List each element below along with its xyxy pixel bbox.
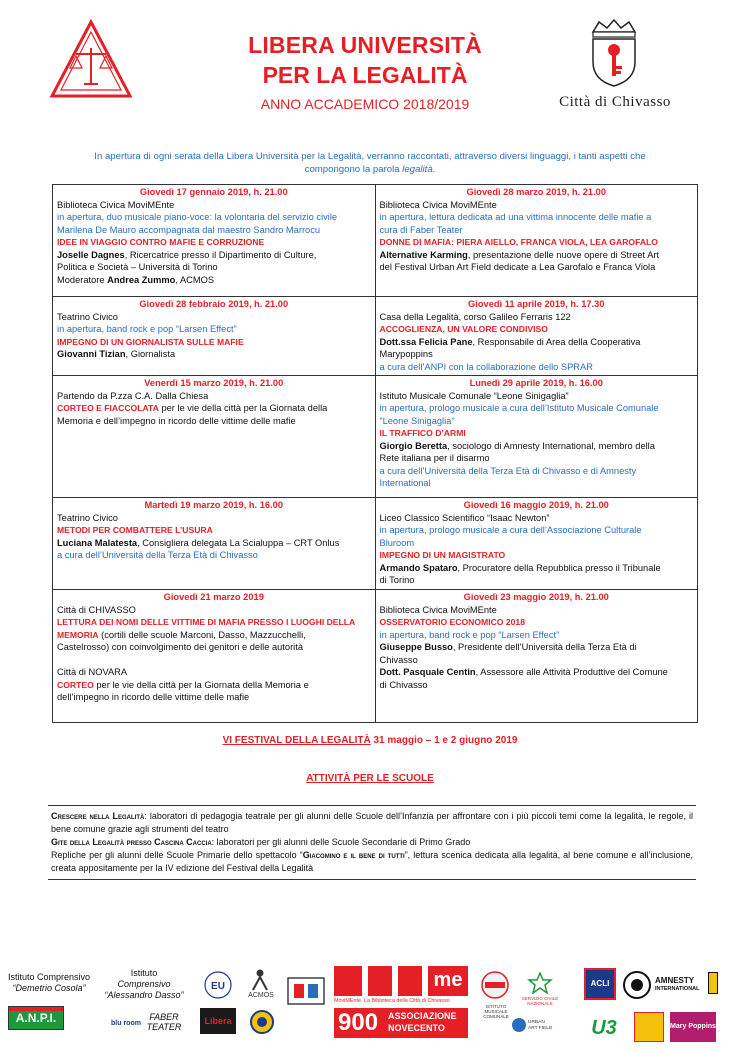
speaker-role: , Ricercatrice presso il Dipartimento di Culture, [124,249,317,260]
school-activity [51,810,693,836]
intro-text [70,150,670,176]
movimente-block [334,966,362,996]
activity-text: ”, lettura scenica dedicata alla legalità, al bene comune e all’inclusione, creata appositamente per la IV edizione del Festival della Legalità [51,850,693,873]
speaker-role: , presentazione delle nuove opere di Street Art [467,249,660,260]
intro-word: legalità [402,164,433,175]
event-place: Teatrino Civico [57,512,118,523]
event-topic: CORTEO [57,679,94,690]
event-topic: MEMORIA [57,629,99,640]
title-line2: PER LA LEGALITÀ [262,62,468,88]
event-date: Giovedì 28 marzo 2019, h. 21.00 [466,187,607,197]
table-row [53,185,698,297]
event-text: Castelrosso) con coinvolgimento dei genitori e delle autorità [57,642,303,652]
festival-line [0,735,740,746]
school2-line1: Istituto [130,968,158,978]
libera-logo: Libera [200,1008,236,1034]
schools-box [48,805,696,880]
event-place: Biblioteca Civica MoviMEnte [379,199,497,210]
header [0,0,740,130]
activity-title: Giacomino e il bene di tutti [302,850,405,860]
speaker-name: Alternative Karming [379,249,468,260]
event-text: (cortili delle scuole Marconi, Dasso, Mazzucchelli, [98,629,306,640]
urban-art-icon [512,1018,526,1032]
activity-title: Crescere nella Legalità [51,811,145,821]
speaker-name: Giorgio Beretta [379,440,448,451]
moderator-org: , ACMOS [175,274,215,285]
event-opening: “Leone Sinigaglia” [379,415,455,426]
amnesty-line2: INTERNATIONAL [655,986,700,992]
event-place: Biblioteca Civica MoviMEnte [57,199,175,210]
event-cell [53,376,376,498]
event-opening: in apertura, lettura dedicata ad una vittima innocente delle mafie a [379,212,652,222]
event-cell [53,185,376,297]
event-topic: CORTEO E FIACCOLATA [57,403,159,413]
event-opening: cura di Faber Teater [379,224,463,235]
universita-legalita-logo [48,18,134,104]
event-topic: ACCOGLIENZA, UN VALORE CONDIVISO [379,324,548,334]
event-place: Città di NOVARA [57,667,128,677]
event-opening: in apertura, band rock e pop “Larsen Effect” [57,324,237,334]
speaker-role: , sociologo di Amnesty International, membro della [447,440,655,451]
movimente-block [398,966,422,996]
marypoppins-logo: Mary Poppins [670,1012,716,1042]
event-date: Lunedì 29 aprile 2019, h. 16.00 [469,378,603,388]
eu-logo [203,970,233,1000]
event-opening: Bluroom [379,537,415,548]
event-topic: DONNE DI MAFIA: PIERA AIELLO, FRANCA VIOLA, LEA GAROFALO [379,237,658,247]
school2-label [100,968,188,1001]
event-place: Città di CHIVASSO [57,604,136,615]
speaker-role: di Torino [379,575,415,585]
anpi-text: A.N.P.I. [15,1011,57,1025]
speaker-role: del Festival Urban Art Field dedicate a Lea Garofalo e Franca Viola [379,262,656,272]
table-row [53,376,698,498]
event-date: Giovedì 23 maggio 2019, h. 21.00 [463,592,609,602]
bluroom-logo: blu room [111,1020,141,1027]
speaker-role: di Chivasso [379,679,428,690]
school2-line2: Comprensivo [117,979,171,989]
amnesty-line1: AMNESTY [655,976,695,985]
novecento-assoc: ASSOCIAZIONE [388,1011,457,1021]
u3-logo: U3 [591,1017,617,1039]
event-date: Giovedì 11 aprile 2019, h. 17.30 [468,299,605,309]
academic-year: ANNO ACCADEMICO 2018/2019 [260,96,470,112]
speaker-name: Armando Spataro [379,562,458,573]
event-date: Martedì 19 marzo 2019, h. 16.00 [144,500,283,510]
event-cell [53,498,376,590]
chivasso-crest-icon [585,18,643,88]
speaker-role: , Giornalista [125,349,176,359]
table-row [53,498,698,590]
servizio-civile-label: SERVIZIO CIVILE NAZIONALE [521,996,559,1006]
event-cell [375,297,698,376]
school-activity [51,849,693,875]
speaker-name: Giuseppe Busso [379,642,453,652]
moderator-label: Moderatore [57,274,108,285]
festival-title: VI FESTIVAL DELLA LEGALITÀ [222,735,371,746]
servizio-civile-icon [527,972,553,994]
event-curated: a cura dell’ANPI con la collaborazione dello SPRAR [379,361,593,372]
books-logo-icon [284,968,328,1008]
event-topic: IDEE IN VIAGGIO CONTRO MAFIE E CORRUZIONE [57,237,265,247]
speaker-name: Dott. Pasquale Centin [379,667,476,677]
amnesty-label [655,976,707,994]
event-opening: Marilena De Mauro accompagnata dal maestro Sandro Marrocu [57,224,321,235]
speaker-name: Luciana Malatesta [57,537,138,548]
table-row [53,297,698,376]
moderator-name: Andrea Zummo [107,274,176,285]
event-date: Giovedì 28 febbraio 2019, h. 21.00 [139,299,289,309]
event-cell [375,498,698,590]
event-topic: LETTURA DEI NOMI DELLE VITTIME DI MAFIA PRESSO I LUOGHI DELLA [57,617,356,627]
lions-logo-icon [250,1010,274,1034]
amnesty-seal-icon [622,970,652,1000]
event-cell [375,185,698,297]
istituto-musicale-icon [480,970,510,1004]
partner-logos [0,962,740,1052]
svg-text:EU: EU [211,981,225,992]
novecento-name: NOVECENTO [388,1023,445,1033]
event-curated: International [379,478,431,488]
event-curated: a cura dell’Università della Terza Età di Chivasso [57,550,258,560]
event-cell [375,590,698,723]
event-text: Memoria e dell’impegno in ricordo delle vittime delle mafie [57,415,296,426]
speaker-role: Rete italiana per il disarmo [379,453,490,463]
event-date: Giovedì 21 marzo 2019 [163,592,264,602]
speaker-name: Joselle Dagnes [57,249,125,260]
speaker-role: , Presidente dell’Università della Terza Età di [452,642,637,652]
event-date: Venerdì 15 marzo 2019, h. 21.00 [144,378,284,388]
event-place: Biblioteca Civica MoviMEnte [379,604,497,615]
intro-end: . [432,164,436,175]
intro-line1: In apertura di ogni serata della Libera Università per la Legalità, verranno raccontati, attraverso diversi linguaggi, i tanti aspetti che [94,151,646,162]
event-opening: in apertura, prologo musicale a cura dell’Istituto Musicale Comunale [379,403,659,413]
school1-label [0,972,98,994]
event-place: Casa della Legalità, corso Galileo Ferraris 122 [379,311,571,322]
speaker-role: , Responsabile di Area della Cooperativa [472,336,641,347]
event-cell [375,376,698,498]
event-opening: in apertura, band rock e pop “Larsen Effect” [379,629,560,640]
title-line1: LIBERA UNIVERSITÀ [248,32,482,58]
event-topic: IL TRAFFICO D’ARMI [379,428,466,438]
event-place: Liceo Classico Scientifico “Isaac Newton” [379,512,550,523]
acmos-figure-icon [250,968,270,992]
activity-text: Repliche per gli alunni delle Scuole Primarie dello spettacolo “ [51,850,303,860]
speaker-name: Giovanni Tizian [57,349,126,359]
school2-line3: “Alessandro Dasso” [104,990,184,1000]
urban-art-label: URBAN ART FIELD [528,1020,553,1031]
speaker-role: , Assessore alle Attività Produttive del Comune [475,667,668,677]
istituto-musicale-label: ISTITUTO MUSICALE COMUNALE [483,1004,509,1019]
event-opening: in apertura, prologo musicale a cura dell’Associazione Culturale [379,525,642,535]
partner-logo-yellow [634,1012,664,1042]
event-text: dell’impegno in ricordo delle vittime delle mafie [57,692,250,702]
event-topic: METODI PER COMBATTERE L’USURA [57,525,213,535]
schedule-table [52,184,698,723]
acmos-logo: ACMOS [248,992,274,999]
speaker-name: Dott.ssa Felicia Pane [379,336,473,347]
event-curated: a cura dell’Università della Terza Età di Chivasso e di Amnesty [379,465,637,476]
movimente-me: me [428,966,468,996]
amnesty-candle-icon [708,972,718,994]
schools-title: ATTIVITÀ PER LE SCUOLE [306,773,434,784]
event-cell [53,297,376,376]
activity-text: : laboratori di pedagogia teatrale per gli alunni delle Scuole dell’Infanzia per affrontare con i più piccoli temi come la legalità, le regole, il bene comune grazie agli strumenti del teatro [51,811,693,834]
event-date: Giovedì 16 maggio 2019, h. 21.00 [463,500,609,510]
event-place: Partendo da P.zza C.A. Dalla Chiesa [57,390,209,401]
event-opening: in apertura, duo musicale piano-voce: la volontaria del servizio civile [57,212,338,222]
speaker-role: , Procuratore della Repubblica presso il Tribunale [457,562,661,573]
school-activity [51,836,693,849]
activity-title: Gite della Legalità presso Cascina Caccia [51,837,212,847]
speaker-role: Politica e Società – Università di Torino [57,262,218,272]
intro-line2: compongono la parola [304,164,403,175]
event-text: per le vie della città per la Giornata della [158,403,328,413]
school1-line2: “Demetrio Cosola” [12,983,86,993]
event-topic: IMPEGNO DI UN GIORNALISTA SULLE MAFIE [57,336,244,347]
anpi-logo [8,1006,64,1030]
activity-text: : laboratori per gli alunni delle Scuole Secondarie di Primo Grado [211,837,471,847]
event-cell [53,590,376,723]
event-date: Giovedì 17 gennaio 2019, h. 21.00 [139,187,288,197]
movimente-block [368,966,392,996]
movimente-caption: MoviMEnte. La Biblioteca della Città di Chivasso [334,998,450,1004]
school1-line1: Istituto Comprensivo [7,972,91,982]
novecento-number: 900 [338,1009,379,1036]
festival-dates: 31 maggio – 1 e 2 giugno 2019 [370,735,518,746]
city-name: Città di Chivasso [559,94,671,110]
novecento-logo [334,1008,468,1038]
speaker-role: Chivasso [379,654,418,665]
faber-teater-logo: FABER TEATER [146,1012,182,1032]
event-place: Teatrino Civico [57,311,118,322]
event-place: Istituto Musicale Comunale “Leone Sinigaglia” [379,390,569,401]
acli-logo: ACLI [584,968,616,1000]
event-topic: IMPEGNO DI UN MAGISTRATO [379,550,506,560]
speaker-role: , Consigliera delegata La Scialuppa – CRT Onlus [137,537,340,548]
event-topic: OSSERVATORIO ECONOMICO 2018 [379,617,525,627]
event-text: per le vie della città per la Giornata della Memoria e [93,679,309,690]
table-row [53,590,698,723]
speaker-role: Marypoppins [379,349,433,359]
